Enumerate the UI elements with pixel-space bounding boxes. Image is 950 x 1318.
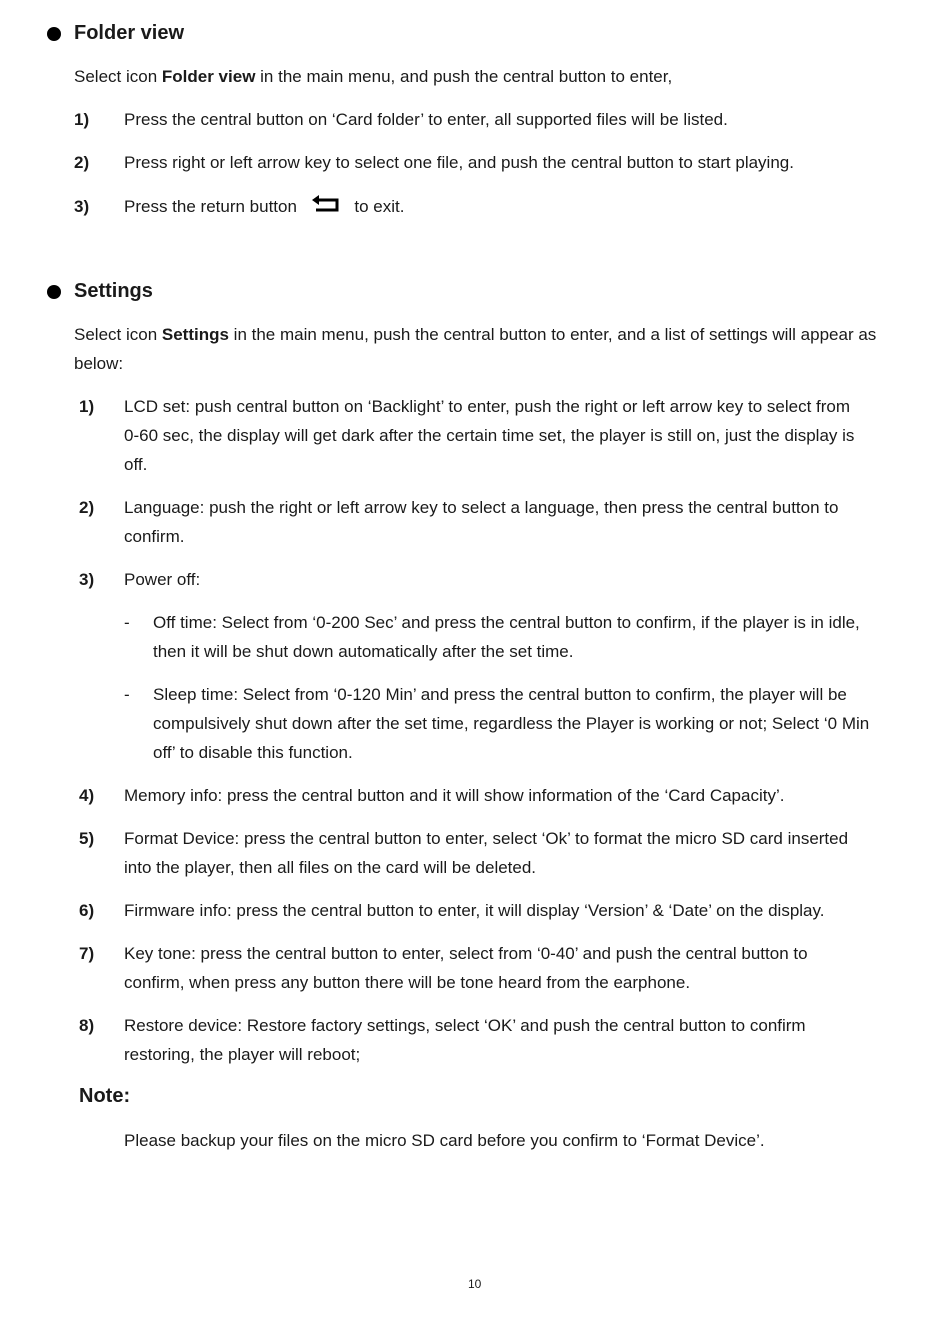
- item-number: 7): [79, 944, 95, 963]
- intro-text: Select icon: [74, 325, 162, 344]
- note-label: Note:: [79, 1085, 131, 1107]
- item-number: 6): [79, 901, 95, 920]
- item-line: Restore device: Restore factory settings, select ‘OK’ and push the central button to confirm: [124, 1016, 806, 1035]
- item-number: 1): [79, 397, 95, 416]
- return-icon: [310, 195, 342, 215]
- item-number: 4): [79, 786, 95, 805]
- item-line: Language: push the right or left arrow key to select a language, then press the central button to: [124, 498, 839, 517]
- step-text-post: to exit.: [354, 197, 405, 216]
- sub-item-dash: -: [124, 685, 130, 704]
- step-number: 1): [74, 110, 90, 129]
- item-number: 2): [79, 498, 95, 517]
- sub-item-dash: -: [124, 613, 130, 632]
- intro-text-post: in the main menu, push the central button to enter, and a list of settings will appear as: [228, 325, 877, 344]
- item-line: Format Device: press the central button to enter, select ‘Ok’ to format the micro SD card inserted: [124, 829, 849, 848]
- sub-item-line: Off time: Select from ‘0-200 Sec’ and press the central button to confirm, if the player is in idle,: [153, 613, 860, 632]
- item-number: 3): [79, 570, 95, 589]
- intro-text: Select icon: [74, 67, 162, 86]
- step-text: Press the central button on ‘Card folder’ to enter, all supported files will be listed.: [124, 110, 728, 129]
- sub-item-line: off’ to disable this function.: [153, 743, 353, 762]
- bullet-icon: [47, 27, 61, 41]
- settings-intro-line2: below:: [74, 354, 124, 373]
- item-line: off.: [124, 455, 148, 474]
- item-line: LCD set: push central button on ‘Backlight’ to enter, push the right or left arrow key to select from: [124, 397, 851, 416]
- item-line: confirm.: [124, 527, 185, 546]
- intro-bold: Folder view: [161, 67, 256, 86]
- step-text: Press right or left arrow key to select one file, and push the central button to start playing.: [124, 153, 794, 172]
- step-number: 3): [74, 197, 90, 216]
- note-text: Please backup your files on the micro SD card before you confirm to ‘Format Device’.: [124, 1131, 765, 1150]
- item-number: 5): [79, 829, 95, 848]
- page-number: 10: [468, 1277, 482, 1291]
- item-number: 8): [79, 1016, 95, 1035]
- intro-bold: Settings: [161, 325, 229, 344]
- step-text-pre: Press the return button: [124, 197, 297, 216]
- bullet-icon: [47, 285, 61, 299]
- step-number: 2): [74, 153, 90, 172]
- item-line: Key tone: press the central button to enter, select from ‘0-40’ and push the central button to: [124, 944, 808, 963]
- item-line: into the player, then all files on the card will be deleted.: [124, 858, 537, 877]
- settings-heading: Settings: [74, 280, 153, 302]
- sub-item-line: then it will be shut down automatically after the set time.: [153, 642, 574, 661]
- intro-text-post: in the main menu, and push the central button to enter,: [255, 67, 673, 86]
- item-line: Power off:: [124, 570, 201, 589]
- item-line: Firmware info: press the central button to enter, it will display ‘Version’ & ‘Date’ on the display.: [124, 901, 825, 920]
- folder-view-heading: Folder view: [74, 22, 185, 44]
- item-line: confirm, when press any button there will be tone heard from the earphone.: [124, 973, 691, 992]
- step-text: [124, 192, 405, 221]
- sub-item-line: Sleep time: Select from ‘0-120 Min’ and press the central button to confirm, the player will be: [153, 685, 847, 704]
- settings-intro: [74, 320, 876, 349]
- item-line: Memory info: press the central button and it will show information of the ‘Card Capacity’.: [124, 786, 785, 805]
- folder-view-intro: [74, 62, 672, 91]
- item-line: 0-60 sec, the display will get dark after the certain time set, the player is still on, just the display is: [124, 426, 855, 445]
- sub-item-line: compulsively shut down after the set time, regardless the Player is working or not; Select ‘0 Min: [153, 714, 870, 733]
- item-line: restoring, the player will reboot;: [124, 1045, 361, 1064]
